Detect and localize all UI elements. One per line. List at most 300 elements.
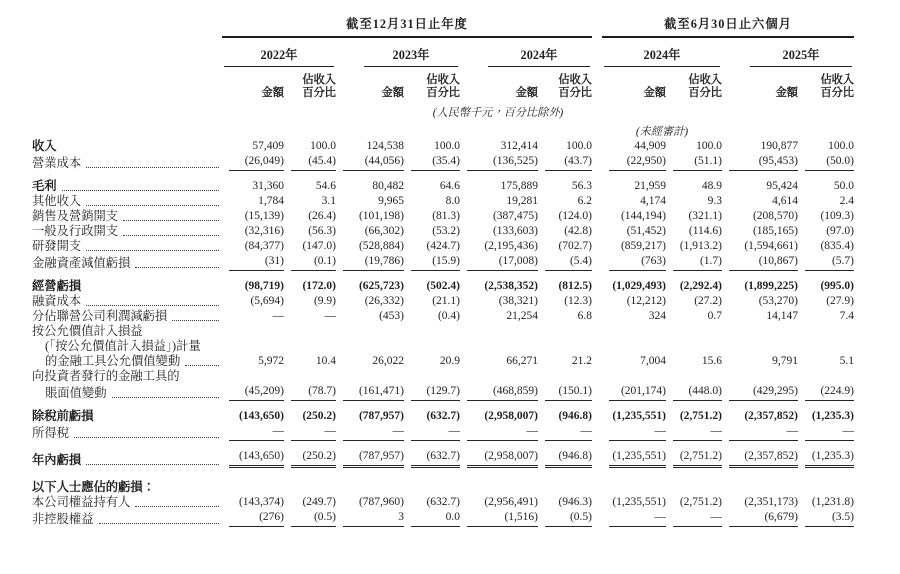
row-label-text: 金融資產減值虧損: [32, 256, 131, 270]
value-cell: (95,453): [722, 154, 798, 171]
value-cell: [538, 369, 592, 384]
row-label-income-tax: [32, 424, 222, 441]
year-2022: 2022年: [224, 45, 334, 67]
value-cell: (45,209): [222, 384, 284, 401]
col-header-pct: 佔收入 百分比: [302, 74, 336, 99]
value-cell: (53.2): [432, 225, 460, 237]
value-cell: (2,351,173): [744, 496, 798, 508]
value-cell: [722, 468, 798, 495]
value-cell: (276): [222, 510, 284, 527]
row-label-text: 經營虧損: [32, 279, 82, 293]
row-label-other-income: [32, 194, 222, 209]
table-row-instruments-issued-to-investors-caption: [32, 369, 854, 384]
value-cell: [460, 324, 538, 339]
value-cell: 4,614: [772, 195, 798, 207]
value-cell: (114.6): [688, 225, 722, 237]
table-row-general-admin-expenses: [32, 224, 854, 239]
table-row-non-controlling-interests: [32, 510, 854, 527]
value-cell: [602, 324, 666, 339]
value-cell: 7.4: [839, 310, 855, 322]
value-cell: (1,913.2): [679, 240, 722, 252]
value-cell: [602, 369, 666, 384]
value-cell: 21.2: [571, 355, 592, 367]
row-label-text: 年內虧損: [32, 453, 82, 467]
row-label-text: 毛利: [32, 179, 57, 193]
value-cell: (26,332): [364, 295, 404, 307]
value-cell: [222, 339, 284, 354]
row-label-instruments-issued-to-investors-caption: [32, 369, 222, 384]
value-cell: (84,377): [244, 240, 284, 252]
value-cell: (38,321): [498, 295, 538, 307]
value-cell: 324: [648, 310, 666, 322]
value-cell: 175,889: [500, 180, 538, 192]
column-label-row: [32, 67, 854, 100]
row-label-text: 融資成本: [32, 294, 82, 308]
value-cell: (35.4): [404, 154, 460, 171]
value-cell: —: [798, 424, 854, 441]
value-cell: (161,471): [336, 384, 404, 401]
value-cell: [284, 324, 336, 339]
value-cell: (946.8): [558, 410, 592, 422]
value-cell: 44,909: [634, 140, 666, 152]
value-cell: (2,751.2): [666, 441, 722, 468]
value-cell: (0.5): [538, 510, 592, 527]
value-cell: (27.9): [826, 295, 855, 307]
value-cell: (22,950): [602, 154, 666, 171]
value-cell: (44,056): [336, 154, 404, 171]
value-cell: (1.7): [666, 254, 722, 271]
value-cell: [722, 369, 798, 384]
value-cell: 8.0: [445, 195, 460, 207]
table-row-loss-before-tax: [32, 401, 854, 424]
value-cell: [538, 468, 592, 495]
row-label-equity-holders-of-company: [32, 495, 222, 510]
value-cell: (429,295): [722, 384, 798, 401]
currency-note: (人民幣千元，百分比除外): [432, 107, 564, 119]
value-cell: (1,029,493): [612, 280, 666, 292]
value-cell: (147.0): [302, 240, 336, 252]
table-row-other-income: [32, 194, 854, 209]
value-cell: 5.1: [839, 355, 855, 367]
value-cell: [336, 339, 404, 354]
col-header-pct: 佔收入 百分比: [688, 74, 722, 99]
value-cell: (32,316): [244, 225, 284, 237]
col-header-amount: 金額: [775, 87, 798, 99]
value-cell: [336, 324, 404, 339]
value-cell: [666, 369, 722, 384]
value-cell: (150.1): [538, 384, 592, 401]
row-label-text: 研發開支: [32, 239, 82, 253]
value-cell: 3: [336, 510, 404, 527]
value-cell: (2,357,852): [744, 410, 798, 422]
value-cell: [284, 339, 336, 354]
value-cell: (763): [602, 254, 666, 271]
value-cell: (5.7): [798, 254, 854, 271]
row-label-fvtpl-caption-line1: [32, 324, 222, 339]
unaudited-note: (未經審計): [635, 126, 689, 138]
dot-leader: [99, 523, 220, 524]
value-cell: 14,147: [766, 310, 798, 322]
value-cell: 6.8: [577, 310, 592, 322]
dot-leader: [74, 437, 219, 438]
value-cell: (2,751.2): [679, 496, 722, 508]
dot-leader: [86, 205, 219, 206]
row-label-text: 本公司權益持有人: [32, 495, 131, 509]
value-cell: (109.3): [820, 210, 855, 222]
value-cell: 19,281: [506, 195, 538, 207]
unaudited-note-row: [32, 120, 854, 139]
value-cell: —: [722, 424, 798, 441]
value-cell: (1,235,551): [602, 441, 666, 468]
row-label-text: 以下人士應佔的虧損：: [32, 480, 155, 494]
col-header-amount: 金額: [515, 87, 538, 99]
row-label-fv-changes-financial-instruments: [32, 354, 222, 369]
year-2023: 2023年: [364, 45, 458, 67]
value-cell: —: [460, 424, 538, 441]
value-cell: [602, 339, 666, 354]
value-cell: (321.1): [688, 210, 722, 222]
value-cell: (98,719): [244, 280, 284, 292]
value-cell: —: [404, 424, 460, 441]
value-cell: (835.4): [820, 240, 855, 252]
value-cell: (185,165): [752, 225, 798, 237]
value-cell: (15,139): [244, 210, 284, 222]
value-cell: (0.1): [284, 254, 336, 271]
value-cell: (17,008): [460, 254, 538, 271]
value-cell: —: [538, 424, 592, 441]
currency-note-row: [32, 100, 854, 120]
value-cell: 54.6: [315, 180, 336, 192]
value-cell: (12.3): [564, 295, 592, 307]
value-cell: —: [336, 424, 404, 441]
dot-leader: [86, 464, 219, 465]
value-cell: 5,972: [258, 355, 284, 367]
row-label-text: 非控股權益: [32, 512, 94, 526]
value-cell: (56.3): [308, 225, 336, 237]
value-cell: (0.4): [437, 310, 460, 322]
value-cell: (143,650): [238, 410, 284, 422]
row-label-text: (「按公允價值計入損益」)計量: [45, 339, 201, 353]
year-header-row: [32, 37, 854, 67]
row-label-text: 營業成本: [32, 156, 82, 170]
dot-leader: [86, 305, 219, 306]
row-label-text: 按公允價值計入損益: [32, 324, 143, 338]
row-label-fvtpl-caption-line2: [32, 339, 222, 354]
value-cell: (21.1): [432, 295, 460, 307]
value-cell: (50.0): [798, 154, 854, 171]
row-label-text: 所得稅: [32, 426, 69, 440]
value-cell: [460, 369, 538, 384]
value-cell: [404, 468, 460, 495]
row-label-selling-marketing-expenses: [32, 209, 222, 224]
value-cell: [336, 468, 404, 495]
value-cell: (453): [379, 310, 404, 322]
row-label-attributable-header: [32, 468, 222, 495]
table-row-fvtpl-caption-line1: [32, 324, 854, 339]
value-cell: (12,212): [626, 295, 666, 307]
table-row-attributable-header: [32, 468, 854, 495]
col-header-pct: 佔收入 百分比: [820, 74, 855, 99]
value-cell: 0.7: [707, 310, 722, 322]
table-row-impairment-losses-financial-assets: [32, 254, 854, 271]
value-cell: 95,424: [766, 180, 798, 192]
value-cell: 1,784: [258, 195, 284, 207]
value-cell: (42.8): [564, 225, 592, 237]
value-cell: 20.9: [439, 355, 460, 367]
value-cell: (387,475): [492, 210, 538, 222]
value-cell: (1,231.8): [811, 496, 855, 508]
value-cell: (632.7): [426, 410, 460, 422]
table-row-fvtpl-caption-line2: [32, 339, 854, 354]
table-body: [32, 139, 854, 527]
value-cell: (172.0): [302, 280, 336, 292]
col-header-amount: 金額: [261, 87, 284, 99]
value-cell: [404, 339, 460, 354]
value-cell: 48.9: [701, 180, 722, 192]
value-cell: (625,723): [358, 280, 404, 292]
row-label-non-controlling-interests: [32, 510, 222, 527]
value-cell: 10.4: [315, 355, 336, 367]
value-cell: (632.7): [404, 441, 460, 468]
table-row-share-of-associates: [32, 309, 854, 324]
row-label-impairment-losses-financial-assets: [32, 254, 222, 271]
value-cell: [666, 324, 722, 339]
row-label-cost-of-sales: [32, 154, 222, 171]
value-cell: [336, 369, 404, 384]
table-row-equity-holders-of-company: [32, 495, 854, 510]
col-header-amount: 金額: [381, 87, 404, 99]
value-cell: (787,957): [336, 441, 404, 468]
value-cell: [666, 468, 722, 495]
value-cell: (101,198): [358, 210, 404, 222]
table-row-revenue: [32, 139, 854, 154]
value-cell: (143,374): [238, 496, 284, 508]
value-cell: [460, 468, 538, 495]
value-cell: (45.4): [284, 154, 336, 171]
value-cell: 57,409: [252, 140, 284, 152]
value-cell: (3.5): [798, 510, 854, 527]
value-cell: 80,482: [372, 180, 404, 192]
value-cell: 2.4: [839, 195, 855, 207]
value-cell: (632.7): [426, 496, 460, 508]
value-cell: 100.0: [310, 140, 336, 152]
value-cell: 15.6: [701, 355, 722, 367]
value-cell: [284, 369, 336, 384]
value-cell: —: [324, 310, 336, 322]
value-cell: (2,956,491): [484, 496, 538, 508]
table-row-income-tax: [32, 424, 854, 441]
value-cell: 124,538: [366, 140, 404, 152]
value-cell: (528,884): [358, 240, 404, 252]
value-cell: 312,414: [500, 140, 538, 152]
value-cell: (249.7): [302, 496, 336, 508]
value-cell: 0.0: [404, 510, 460, 527]
value-cell: 4,174: [640, 195, 666, 207]
value-cell: (946.3): [558, 496, 592, 508]
value-cell: —: [666, 510, 722, 527]
value-cell: (5,694): [250, 295, 284, 307]
year-2024: 2024年: [488, 45, 590, 67]
value-cell: (2,357,852): [722, 441, 798, 468]
row-label-operating-loss: [32, 271, 222, 294]
value-cell: 21,959: [634, 180, 666, 192]
value-cell: [798, 468, 854, 495]
value-cell: [404, 369, 460, 384]
value-cell: (51,452): [626, 225, 666, 237]
dot-leader: [135, 267, 219, 268]
value-cell: (53,270): [758, 295, 798, 307]
row-label-text: 的金融工具公允價值變動: [45, 354, 181, 368]
value-cell: [666, 339, 722, 354]
row-label-text: 除稅前虧損: [32, 409, 94, 423]
value-cell: [538, 339, 592, 354]
dot-leader: [62, 190, 219, 191]
period-group-interim: 截至6月30日止六個月: [602, 14, 854, 37]
value-cell: [798, 339, 854, 354]
value-cell: 100.0: [696, 140, 722, 152]
row-label-finance-costs: [32, 294, 222, 309]
value-cell: 21,254: [506, 310, 538, 322]
value-cell: [798, 324, 854, 339]
row-label-share-of-associates: [32, 309, 222, 324]
value-cell: 3.1: [321, 195, 336, 207]
dot-leader: [172, 320, 219, 321]
value-cell: [404, 324, 460, 339]
period-group-annual: 截至12月31日止年度: [222, 14, 592, 37]
value-cell: 66,271: [506, 355, 538, 367]
value-cell: [798, 369, 854, 384]
row-label-carrying-amount-changes: [32, 384, 222, 401]
value-cell: (2,958,007): [460, 441, 538, 468]
value-cell: [284, 468, 336, 495]
value-cell: 9,965: [378, 195, 404, 207]
value-cell: (1,235,551): [612, 496, 666, 508]
value-cell: —: [666, 424, 722, 441]
value-cell: [222, 468, 284, 495]
value-cell: 9,791: [772, 355, 798, 367]
halfyear-2025: 2025年: [750, 45, 852, 67]
dot-leader: [123, 220, 219, 221]
value-cell: [538, 324, 592, 339]
value-cell: —: [602, 510, 666, 527]
value-cell: (124.0): [558, 210, 592, 222]
value-cell: 26,022: [372, 355, 404, 367]
row-label-loss-before-tax: [32, 401, 222, 424]
value-cell: (424.7): [426, 240, 460, 252]
value-cell: (66,302): [364, 225, 404, 237]
row-label-text: 一般及行政開支: [32, 224, 119, 238]
row-label-text: 收入: [32, 139, 57, 153]
value-cell: [722, 339, 798, 354]
value-cell: —: [272, 310, 284, 322]
value-cell: (2,538,352): [484, 280, 538, 292]
value-cell: (31): [222, 254, 284, 271]
value-cell: (2,292.4): [679, 280, 722, 292]
dot-leader: [123, 235, 219, 236]
value-cell: (81.3): [432, 210, 460, 222]
col-header-pct: 佔收入 百分比: [426, 74, 460, 99]
table-row-selling-marketing-expenses: [32, 209, 854, 224]
value-cell: [602, 468, 666, 495]
value-cell: (143,650): [222, 441, 284, 468]
value-cell: (6,679): [722, 510, 798, 527]
row-label-text: 銷售及營銷開支: [32, 209, 119, 223]
value-cell: (812.5): [558, 280, 592, 292]
value-cell: (9.9): [313, 295, 336, 307]
value-cell: (43.7): [538, 154, 592, 171]
value-cell: (136,525): [460, 154, 538, 171]
value-cell: (133,603): [492, 225, 538, 237]
value-cell: 100.0: [566, 140, 592, 152]
row-label-text: 向投資者發行的金融工具的: [32, 369, 180, 383]
period-group-row: [32, 14, 854, 37]
row-label-text: 分佔聯營公司利潤減虧損: [32, 309, 168, 323]
value-cell: (702.7): [558, 240, 592, 252]
col-header-amount: 金額: [643, 87, 666, 99]
dot-leader: [112, 397, 220, 398]
row-label-rd-expenses: [32, 239, 222, 254]
value-cell: (995.0): [820, 280, 855, 292]
value-cell: (1,235.3): [798, 441, 854, 468]
row-label-loss-for-the-year: [32, 441, 222, 468]
value-cell: (448.0): [666, 384, 722, 401]
value-cell: 56.3: [571, 180, 592, 192]
value-cell: (2,958,007): [484, 410, 538, 422]
value-cell: 190,877: [760, 140, 798, 152]
table-row-operating-loss: [32, 271, 854, 294]
value-cell: (19,786): [336, 254, 404, 271]
row-label-revenue: [32, 139, 222, 154]
table-row-finance-costs: [32, 294, 854, 309]
table-header: [32, 14, 854, 139]
value-cell: (26.4): [308, 210, 336, 222]
value-cell: (1,235,551): [612, 410, 666, 422]
financial-statement-page: [0, 14, 900, 574]
table-row-loss-for-the-year: [32, 441, 854, 468]
table-row-carrying-amount-changes: [32, 384, 854, 401]
value-cell: (129.7): [404, 384, 460, 401]
value-cell: 100.0: [434, 140, 460, 152]
row-label-general-admin-expenses: [32, 224, 222, 239]
value-cell: (144,194): [620, 210, 666, 222]
value-cell: (27.2): [694, 295, 722, 307]
value-cell: [222, 324, 284, 339]
value-cell: 9.3: [707, 195, 722, 207]
value-cell: [222, 369, 284, 384]
table-row-gross-profit: [32, 171, 854, 194]
value-cell: 50.0: [833, 180, 855, 192]
dot-leader: [86, 250, 219, 251]
value-cell: (2,195,436): [484, 240, 538, 252]
row-label-gross-profit: [32, 171, 222, 194]
value-cell: [460, 339, 538, 354]
value-cell: 64.6: [439, 180, 460, 192]
value-cell: 7,004: [640, 355, 666, 367]
col-header-pct: 佔收入 百分比: [558, 74, 592, 99]
value-cell: 6.2: [577, 195, 592, 207]
value-cell: 100.0: [828, 140, 855, 152]
income-statement-table: [32, 14, 854, 527]
value-cell: (15.9): [404, 254, 460, 271]
value-cell: (10,867): [722, 254, 798, 271]
row-label-text: 其他收入: [32, 194, 82, 208]
value-cell: (1,516): [460, 510, 538, 527]
row-label-text: 賬面值變動: [45, 386, 107, 400]
value-cell: (208,570): [752, 210, 798, 222]
value-cell: (946.8): [538, 441, 592, 468]
value-cell: —: [284, 424, 336, 441]
dot-leader: [185, 365, 219, 366]
